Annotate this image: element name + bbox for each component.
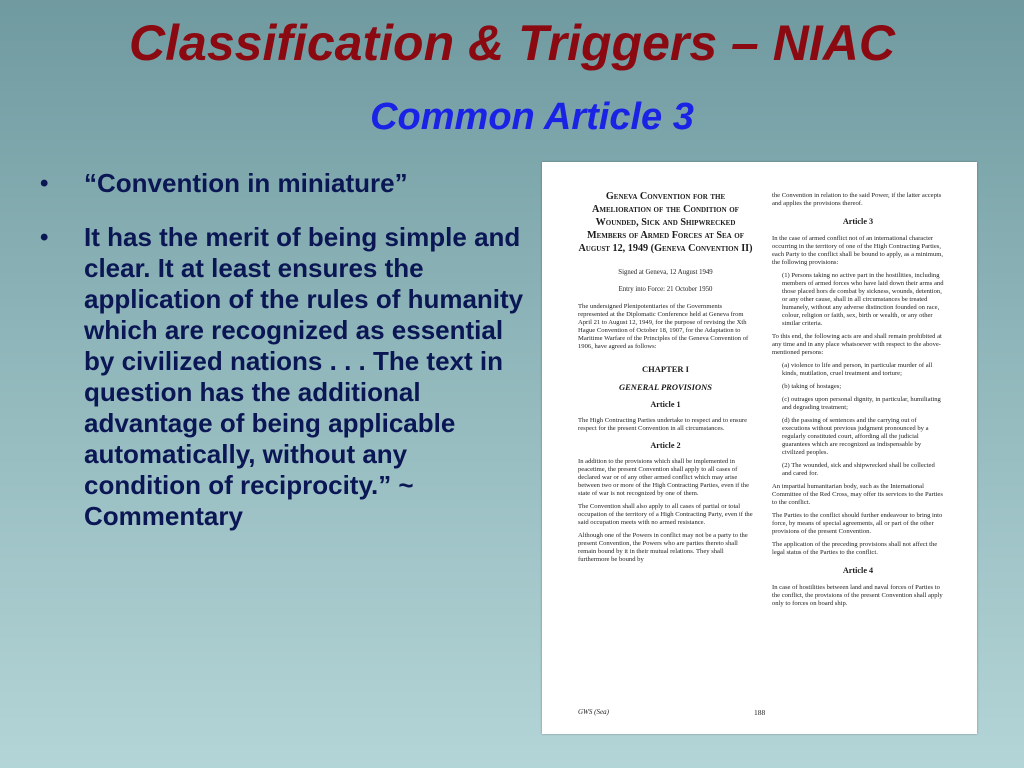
article-2-heading: Article 2 [650, 441, 681, 450]
article-3-paragraph: To this end, the following acts are and shall remain prohibited at any time and in any place whatsoever with respect to the above-mentioned persons: [772, 333, 942, 356]
article-2-paragraph: In addition to the provisions which shall be implemented in peacetime, the present Convention shall apply to all cases of declared war or of any other armed conflict which may arise between two or more of the High Contracting Parties, even if the state of war is not recognized by one of them. [578, 458, 750, 497]
article-2-continuation: the Convention in relation to the said Power, if the latter accepts and applies the provisions thereof. [772, 192, 942, 207]
article-3-item: (d) the passing of sentences and the carrying out of executions without previous judgment pronounced by a regularly constituted court, affording all the judicial guarantees which are recognized as indispensable by civilized peoples. [782, 417, 929, 456]
document-left-column [578, 190, 753, 569]
article-1-text: The High Contracting Parties undertake to respect and to ensure respect for the present Convention in all circumstances. [578, 417, 748, 432]
article-4-heading: Article 4 [842, 566, 874, 575]
document-preamble: The undersigned Plenipotentiaries of the Governments represented at the Diplomatic Conference held at Geneva from April 21 to August 12, 1949, for the purpose of revising the Xth Hague Convention of October 18, 1907, for the Adaptation to Maritime Warfare of the Principles of the Geneva Convention of 1906, have agreed as follows: [578, 303, 749, 350]
bullet-dot-icon: • [40, 170, 49, 197]
article-3-item: (a) violence to life and person, in particular murder of all kinds, mutilation, cruel treatment and torture; [782, 362, 933, 377]
article-3-item: (b) taking of hostages; [782, 383, 842, 390]
article-2-paragraph: Although one of the Powers in conflict may not be a party to the present Convention, the Powers who are parties thereto shall remain bound by it in their mutual relations. They shall furthermore be bound by [578, 532, 748, 563]
article-3-item: (2) The wounded, sick and shipwrecked shall be collected and cared for. [782, 462, 935, 477]
document-entry: Entry into Force: 21 October 1950 [618, 286, 713, 293]
document-signed: Signed at Geneva, 12 August 1949 [618, 269, 713, 276]
article-3-heading: Article 3 [842, 217, 874, 226]
bullet-list [40, 168, 530, 555]
article-3-item: (c) outrages upon personal dignity, in particular, humiliating and degrading treatment; [782, 396, 941, 411]
document-title: Geneva Convention for the Amelioration of the Condition of Wounded, Sick and Shipwrecked Members of Armed Forces at Sea of August 12, 1949 (Geneva Convention II) [578, 191, 753, 254]
bullet-item [40, 168, 530, 199]
article-3-intro: In the case of armed conflict not of an international character occurring in the territory of one of the High Contracting Parties, each Party to the conflict shall be bound to apply, as a minimum, the following provisions: [772, 235, 943, 266]
document-footer-label: GWS (Sea) [578, 708, 609, 716]
document-chapter: CHAPTER I [642, 364, 689, 374]
bullet-item [40, 222, 530, 532]
slide-subtitle: Common Article 3 [370, 96, 694, 138]
article-3-item: (1) Persons taking no active part in the hostilities, including members of armed forces who have laid down their arms and those placed hors de combat by sickness, wounds, detention, or any other cause, shall in all circumstances be treated humanely, without any adverse distinction founded on race, colour, religion or faith, sex, birth or wealth, or any other similar criteria. [782, 272, 944, 327]
article-1-heading: Article 1 [650, 400, 681, 409]
bullet-text: “Convention in miniature” [84, 168, 408, 198]
document-image [542, 162, 977, 734]
article-4-text: In case of hostilities between land and naval forces of Parties to the conflict, the provisions of the present Convention shall apply only to forces on board ship. [772, 584, 943, 607]
bullet-dot-icon: • [40, 224, 49, 251]
article-3-paragraph: The Parties to the conflict should further endeavour to bring into force, by means of special agreements, all or part of the other provisions of the present Convention. [772, 512, 943, 535]
document-chapter-title: GENERAL PROVISIONS [619, 382, 712, 392]
article-3-paragraph: The application of the preceding provisions shall not affect the legal status of the Parties to the conflict. [772, 541, 938, 556]
document-page-number: 188 [754, 708, 766, 717]
article-3-paragraph: An impartial humanitarian body, such as the International Committee of the Red Cross, may offer its services to the Parties to the conflict. [772, 483, 943, 506]
slide-title: Classification & Triggers – NIAC [129, 15, 895, 71]
bullet-text: It has the merit of being simple and clear. It at least ensures the application of the rules of humanity which are recognized as essential by civilized nations . . . The text in question has the additional advantage of being applicable automatically, without any condition of reciprocity.” ~ Commentary [84, 222, 524, 531]
document-right-column [772, 192, 944, 613]
article-2-paragraph: The Convention shall also apply to all cases of partial or total occupation of the territory of a High Contracting Party, even if the said occupation meets with no armed resistance. [578, 503, 753, 526]
